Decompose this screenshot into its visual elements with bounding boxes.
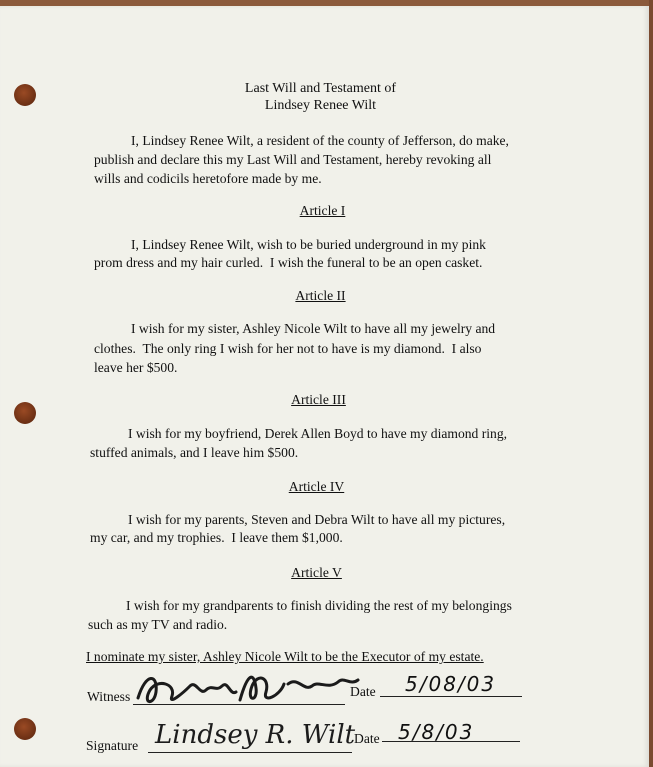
article-4-line-2: my car, and my trophies. I leave them $1,000. <box>90 530 343 545</box>
witness-date-value: 5/08/03 <box>405 672 497 696</box>
article-3-line-1: I wish for my boyfriend, Derek Allen Boyd to have my diamond ring, <box>128 426 508 441</box>
article-1-heading: Article I <box>299 203 346 218</box>
executor-clause: I nominate my sister, Ashley Nicole Wilt to be the Executor of my estate. <box>86 649 484 664</box>
page-edge <box>649 0 653 767</box>
article-5-line-2: such as my TV and radio. <box>88 617 228 632</box>
signature-value: Lindsey R. Wilt <box>155 720 356 750</box>
signature-date-value: 5/8/03 <box>398 720 475 744</box>
witness-date-line <box>380 696 522 697</box>
intro-line-3: wills and codicils heretofore made by me. <box>94 171 322 186</box>
witness-signature <box>128 662 368 712</box>
witness-date-label: Date <box>350 684 376 699</box>
article-3-heading: Article III <box>291 392 346 407</box>
title-line-2: Lindsey Renee Wilt <box>264 98 377 113</box>
signature-line <box>148 752 352 753</box>
witness-label: Witness <box>87 689 131 704</box>
signature-date-label: Date <box>354 731 380 746</box>
signature-label: Signature <box>86 738 139 753</box>
intro-line-2: publish and declare this my Last Will and Testament, hereby revoking all <box>94 152 492 167</box>
article-2-heading: Article II <box>295 288 346 303</box>
article-5-heading: Article V <box>291 565 342 580</box>
article-1-line-1: I, Lindsey Renee Wilt, wish to be buried underground in my pink <box>131 237 486 252</box>
article-1-line-2: prom dress and my hair curled. I wish the funeral to be an open casket. <box>94 255 483 270</box>
article-4-line-1: I wish for my parents, Steven and Debra Wilt to have all my pictures, <box>128 512 506 527</box>
article-5-line-1: I wish for my grandparents to finish dividing the rest of my belongings <box>126 598 512 613</box>
article-2-line-1: I wish for my sister, Ashley Nicole Wilt to have all my jewelry and <box>131 321 496 336</box>
punch-hole-bottom <box>14 718 36 740</box>
title-line-1: Last Will and Testament of <box>244 81 397 96</box>
article-2-line-2: clothes. The only ring I wish for her not to have is my diamond. I also <box>94 341 482 356</box>
article-4-heading: Article IV <box>288 479 345 494</box>
article-2-line-3: leave her $500. <box>94 360 178 375</box>
intro-line-1: I, Lindsey Renee Wilt, a resident of the county of Jefferson, do make, <box>131 133 509 148</box>
article-3-line-2: stuffed animals, and I leave him $500. <box>90 445 299 460</box>
